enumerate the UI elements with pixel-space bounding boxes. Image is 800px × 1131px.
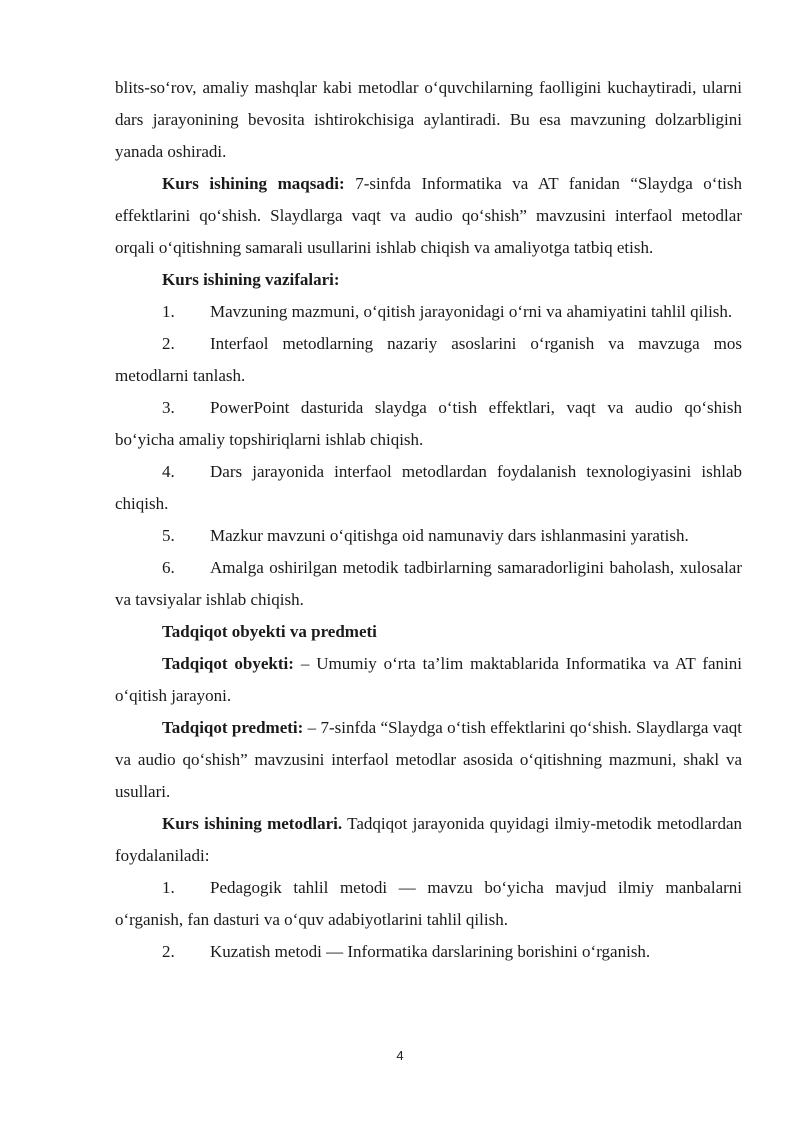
task-number: 1.: [162, 302, 175, 321]
task-item: [115, 392, 742, 456]
task-text: Interfaol metodlarning nazariy asoslarini o‘rganish va mavzuga mos metodlarni tanlash.: [115, 334, 742, 385]
subject-text: – 7-sinfda “Slaydga o‘tish effektlarini qo‘shish. Slaydlarga vaqt va audio qo‘shish” mavzusini interfaol metodlar asosida o‘qitishning mazmuni, shakl va usullari.: [115, 718, 742, 801]
object-label: Tadqiqot obyekti:: [162, 654, 294, 673]
task-number: 2.: [162, 334, 175, 353]
goal-text: 7-sinfda Informatika va AT fanidan “Slaydga o‘tish effektlarini qo‘shish. Slaydlarga vaqt va audio qo‘shish” mavzusini interfaol metodlar orqali o‘qitishning samarali usullarini ishlab chiqish va amaliyotga tatbiq etish.: [115, 174, 742, 257]
task-number: 4.: [162, 462, 175, 481]
method-item: [115, 936, 742, 968]
task-item: [115, 520, 742, 552]
task-text: Mavzuning mazmuni, o‘qitish jarayonidagi o‘rni va ahamiyatini tahlil qilish.: [210, 302, 733, 321]
method-text: Kuzatish metodi — Informatika darslarining borishini o‘rganish.: [210, 942, 651, 961]
method-number: 2.: [162, 942, 175, 961]
task-text: Dars jarayonida interfaol metodlardan foydalanish texnologiyasini ishlab chiqish.: [115, 462, 742, 513]
task-text: PowerPoint dasturida slaydga o‘tish effektlari, vaqt va audio qo‘shish bo‘yicha amaliy topshiriqlarni ishlab chiqish.: [115, 398, 742, 449]
research-heading: Tadqiqot obyekti va predmeti: [162, 622, 377, 641]
task-number: 5.: [162, 526, 175, 545]
subject-paragraph: [115, 712, 742, 808]
methods-text: Tadqiqot jarayonida quyidagi ilmiy-metodik metodlardan foydalaniladi:: [115, 814, 742, 865]
task-item: [115, 296, 742, 328]
task-item: [115, 456, 742, 520]
method-item: [115, 872, 742, 936]
methods-label: Kurs ishining metodlari.: [162, 814, 343, 833]
task-item: [115, 328, 742, 392]
goal-label: Kurs ishining maqsadi:: [162, 174, 345, 193]
object-paragraph: [115, 648, 742, 712]
method-number: 1.: [162, 878, 175, 897]
task-item: [115, 552, 742, 616]
task-text: Amalga oshirilgan metodik tadbirlarning samaradorligini baholash, xulosalar va tavsiyalar ishlab chiqish.: [115, 558, 742, 609]
goal-paragraph: [115, 168, 742, 264]
task-number: 6.: [162, 558, 175, 577]
page-body: [115, 72, 742, 968]
tasks-heading: Kurs ishining vazifalari:: [162, 270, 340, 289]
object-text: – Umumiy o‘rta ta’lim maktablarida Informatika va AT fanini o‘qitish jarayoni.: [115, 654, 742, 705]
subject-label: Tadqiqot predmeti:: [162, 718, 304, 737]
task-number: 3.: [162, 398, 175, 417]
intro-paragraph: blits-so‘rov, amaliy mashqlar kabi metodlar o‘quvchilarning faolligini kuchaytiradi, ularni dars jarayonining bevosita ishtirokchisiga aylantiradi. Bu esa mavzuning dolzarbligini yanada oshiradi.: [115, 78, 742, 161]
method-text: Pedagogik tahlil metodi — mavzu bo‘yicha mavjud ilmiy manbalarni o‘rganish, fan dasturi va o‘quv adabiyotlarini tahlil qilish.: [115, 878, 742, 929]
page-number: 4: [396, 1048, 404, 1063]
methods-paragraph: [115, 808, 742, 872]
task-text: Mazkur mavzuni o‘qitishga oid namunaviy dars ishlanmasini yaratish.: [210, 526, 689, 545]
